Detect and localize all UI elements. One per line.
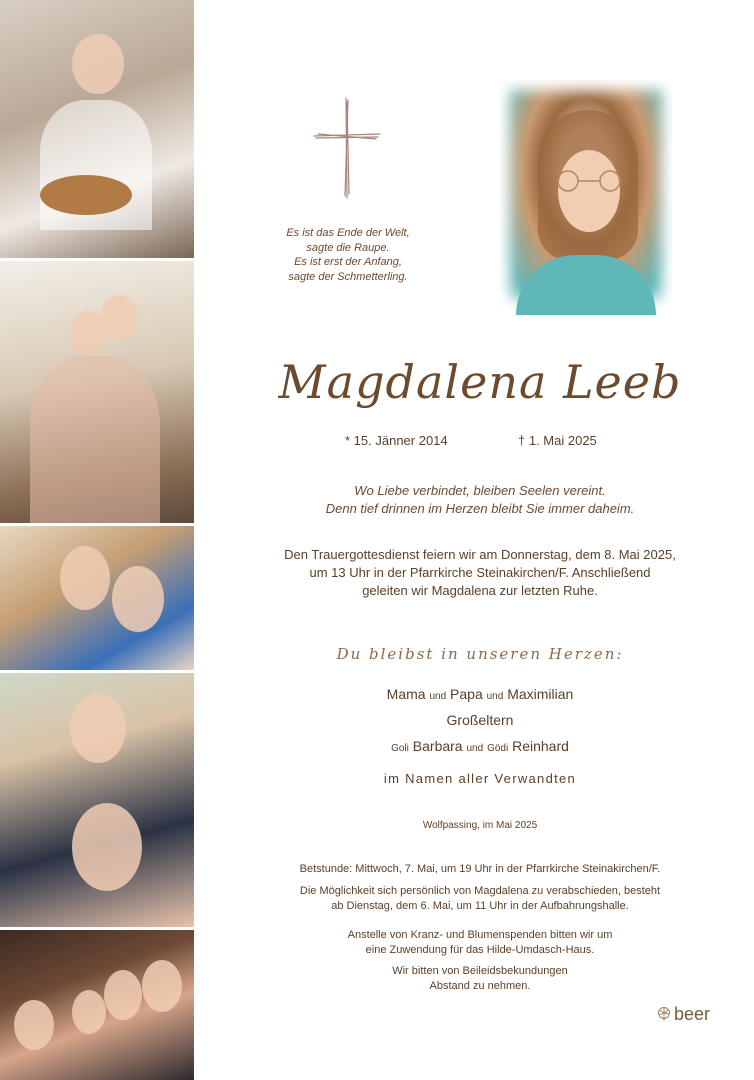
betstunde-info: Betstunde: Mittwoch, 7. Mai, um 19 Uhr in der Pfarrkirche Steinakirchen/F. bbox=[299, 863, 661, 875]
farewell-line: Die Möglichkeit sich persönlich von Magdalena zu verabschieden, besteht bbox=[299, 885, 661, 897]
family-barbara: Barbara bbox=[412, 738, 463, 754]
motto bbox=[220, 482, 740, 518]
portrait-shirt bbox=[516, 255, 656, 315]
photo-birthday-cake bbox=[0, 0, 194, 261]
family-und: und bbox=[466, 743, 484, 754]
family-relatives: im Namen aller Verwandten bbox=[383, 771, 577, 786]
place-date: Wolfpassing, im Mai 2025 bbox=[422, 820, 538, 831]
portrait-photo bbox=[500, 80, 672, 309]
photo-column bbox=[0, 0, 194, 1080]
photo-heart-hands bbox=[0, 673, 194, 930]
photo-face bbox=[142, 960, 182, 1012]
beer-logo bbox=[656, 1002, 720, 1026]
condolence-line: Wir bitten von Beileidsbekundungen bbox=[392, 965, 568, 977]
condolence-info bbox=[220, 964, 740, 994]
family-goli: Goli bbox=[391, 743, 409, 754]
photo-face bbox=[72, 990, 106, 1034]
poem-line: sagte der Schmetterling. bbox=[288, 270, 408, 283]
donation-info bbox=[220, 928, 740, 958]
deceased-name: Magdalena Leeb bbox=[278, 355, 682, 409]
photo-face bbox=[60, 546, 110, 610]
farewell-line: ab Dienstag, dem 6. Mai, um 11 Uhr in der Aufbahrungshalle. bbox=[331, 900, 629, 912]
photo-face bbox=[14, 1000, 54, 1050]
motto-line: Denn tief drinnen im Herzen bleibt Sie immer daheim. bbox=[325, 501, 635, 516]
logo-text: beer bbox=[674, 1003, 711, 1024]
photo-face bbox=[104, 970, 142, 1020]
birth-date: * 15. Jänner 2014 bbox=[345, 433, 448, 448]
photo-cake bbox=[40, 175, 132, 215]
poem-line: Es ist erst der Anfang, bbox=[294, 256, 402, 268]
cross-icon bbox=[312, 96, 382, 200]
family-reinhard: Reinhard bbox=[512, 738, 569, 754]
motto-line: Wo Liebe verbindet, bleiben Seelen vereint. bbox=[354, 483, 606, 498]
donation-line: eine Zuwendung für das Hilde-Umdasch-Haus. bbox=[365, 944, 595, 956]
photo-face bbox=[100, 295, 138, 341]
family-mama: Mama bbox=[386, 686, 426, 702]
donation-line: Anstelle von Kranz- und Blumenspenden bitten wir um bbox=[347, 929, 613, 941]
photo-face bbox=[112, 566, 164, 632]
family-godparents bbox=[220, 738, 740, 754]
death-date: † 1. Mai 2025 bbox=[518, 433, 597, 448]
service-line: um 13 Uhr in der Pfarrkirche Steinakirchen/F. Anschließend bbox=[309, 565, 651, 580]
photo-face bbox=[72, 34, 124, 94]
photo-face bbox=[72, 803, 142, 891]
poem-line: Es ist das Ende der Welt, bbox=[286, 227, 410, 239]
service-line: Den Trauergottesdienst feiern wir am Donnerstag, dem 8. Mai 2025, bbox=[284, 547, 676, 562]
family-godi: Gödi bbox=[487, 743, 509, 754]
farewell-info bbox=[220, 884, 740, 914]
mourners-heading: Du bleibst in unseren Herzen: bbox=[336, 645, 624, 663]
poem-line: sagte die Raupe. bbox=[306, 241, 390, 254]
glasses-icon bbox=[550, 170, 628, 192]
service-announcement bbox=[220, 546, 740, 600]
photo-face bbox=[70, 693, 126, 763]
family-maximilian: Maximilian bbox=[507, 686, 574, 702]
condolence-line: Abstand zu nehmen. bbox=[429, 980, 531, 992]
poem bbox=[268, 226, 428, 284]
family-parents bbox=[220, 686, 740, 702]
photo-family-group bbox=[0, 930, 194, 1080]
service-line: geleiten wir Magdalena zur letzten Ruhe. bbox=[362, 583, 598, 598]
dandelion-icon bbox=[656, 1006, 672, 1022]
photo-mother-selfie bbox=[0, 526, 194, 673]
photo-body bbox=[30, 356, 160, 526]
family-und: und bbox=[429, 691, 447, 702]
photo-siblings-sofa bbox=[0, 261, 194, 526]
family-und: und bbox=[486, 691, 504, 702]
family-papa: Papa bbox=[450, 686, 483, 702]
family-grandparents: Großeltern bbox=[446, 712, 514, 728]
